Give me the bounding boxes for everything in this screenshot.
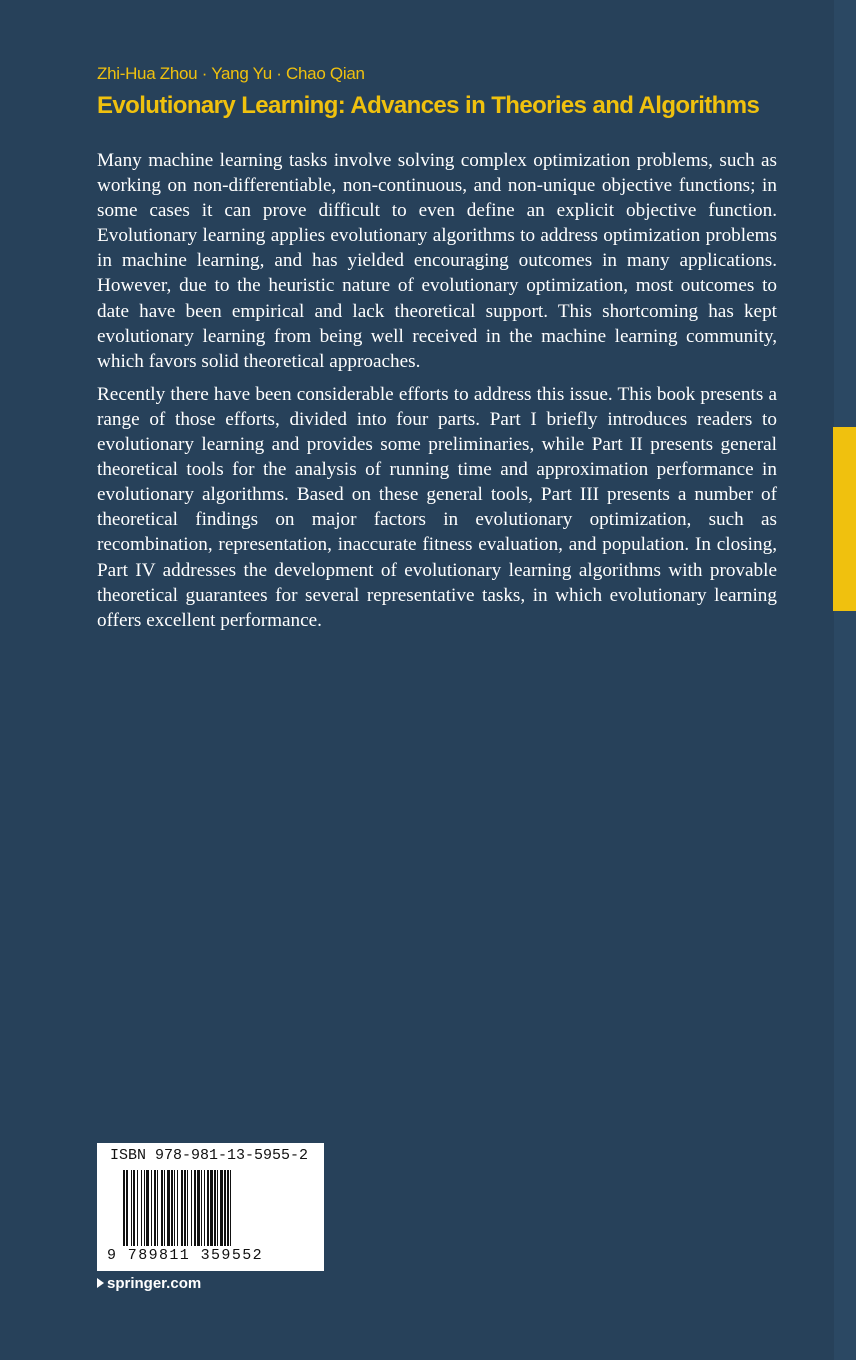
barcode-bar bbox=[123, 1170, 125, 1246]
barcode-bar bbox=[217, 1170, 218, 1246]
barcode-bar bbox=[133, 1170, 135, 1246]
barcode-bar bbox=[191, 1170, 192, 1246]
barcode bbox=[97, 1143, 324, 1271]
barcode-bar bbox=[214, 1170, 216, 1246]
barcode-bar bbox=[146, 1170, 149, 1246]
barcode-bar bbox=[227, 1170, 229, 1246]
book-title: Evolutionary Learning: Advances in Theories and Algorithms bbox=[97, 92, 760, 119]
barcode-bar bbox=[194, 1170, 196, 1246]
spine-shade bbox=[834, 0, 856, 1360]
publisher-link-text: springer.com bbox=[107, 1275, 202, 1292]
barcode-bar bbox=[164, 1170, 165, 1246]
barcode-bar bbox=[184, 1170, 186, 1246]
blurb bbox=[97, 148, 777, 641]
barcode-bar bbox=[126, 1170, 128, 1246]
barcode-bar bbox=[167, 1170, 170, 1246]
barcode-bar bbox=[181, 1170, 183, 1246]
barcode-bar bbox=[137, 1170, 138, 1246]
barcode-bar bbox=[161, 1170, 163, 1246]
barcode-bars bbox=[97, 1170, 324, 1248]
blurb-paragraph-2: Recently there have been considerable efforts to address this issue. This book presents a range of those efforts, divided into four parts. Part I briefly introduces readers to evolutionary learning and provides some preliminaries, while Part II presents general theoretical tools for the analysis of running time and approximation performance in evolutionary algorithms. Based on these general tools, Part III presents a number of theoretical findings on major factors in evolutionary optimization, such as recombination, representation, inaccurate fitness evaluation, and population. In closing, Part IV addresses the development of evolutionary learning algorithms with provable theoretical guarantees for several representative tasks, in which evolutionary learning offers excellent performance. bbox=[97, 383, 777, 631]
barcode-bar bbox=[157, 1170, 158, 1246]
barcode-bar bbox=[187, 1170, 188, 1246]
barcode-bar bbox=[230, 1170, 231, 1246]
barcode-bar bbox=[141, 1170, 142, 1246]
barcode-bar bbox=[197, 1170, 200, 1246]
barcode-bar bbox=[171, 1170, 173, 1246]
barcode-bar bbox=[177, 1170, 178, 1246]
barcode-bar bbox=[201, 1170, 202, 1246]
authors: Zhi-Hua Zhou · Yang Yu · Chao Qian bbox=[97, 64, 365, 83]
arrow-right-icon bbox=[97, 1278, 104, 1288]
barcode-bar bbox=[210, 1170, 213, 1246]
accent-bar bbox=[833, 427, 856, 611]
barcode-bar bbox=[224, 1170, 226, 1246]
barcode-bar bbox=[204, 1170, 205, 1246]
barcode-bar bbox=[220, 1170, 223, 1246]
barcode-bar bbox=[131, 1170, 132, 1246]
isbn-label: ISBN 978-981-13-5955-2 bbox=[110, 1147, 309, 1164]
publisher-link[interactable] bbox=[97, 1275, 201, 1292]
ean-digits: 9 789811 359552 bbox=[107, 1247, 264, 1264]
barcode-bar bbox=[151, 1170, 152, 1246]
barcode-bar bbox=[174, 1170, 175, 1246]
blurb-paragraph-1: Many machine learning tasks involve solving complex optimization problems, such as working on non-differentiable, non-continuous, and non-unique objective functions; in some cases it can prove difficult to even define an explicit objective function. Evolutionary learning applies evolutionary algorithms to address optimization problems in machine learning, and has yielded encouraging outcomes in many applications. However, due to the heuristic nature of evolutionary optimization, most outcomes to date have been empirical and lack theoretical support. This shortcoming has kept evolutionary learning from being well received in the machine learning community, which favors solid theoretical approaches. bbox=[97, 150, 777, 372]
barcode-bar bbox=[207, 1170, 209, 1246]
barcode-bar bbox=[154, 1170, 156, 1246]
barcode-bar bbox=[144, 1170, 145, 1246]
